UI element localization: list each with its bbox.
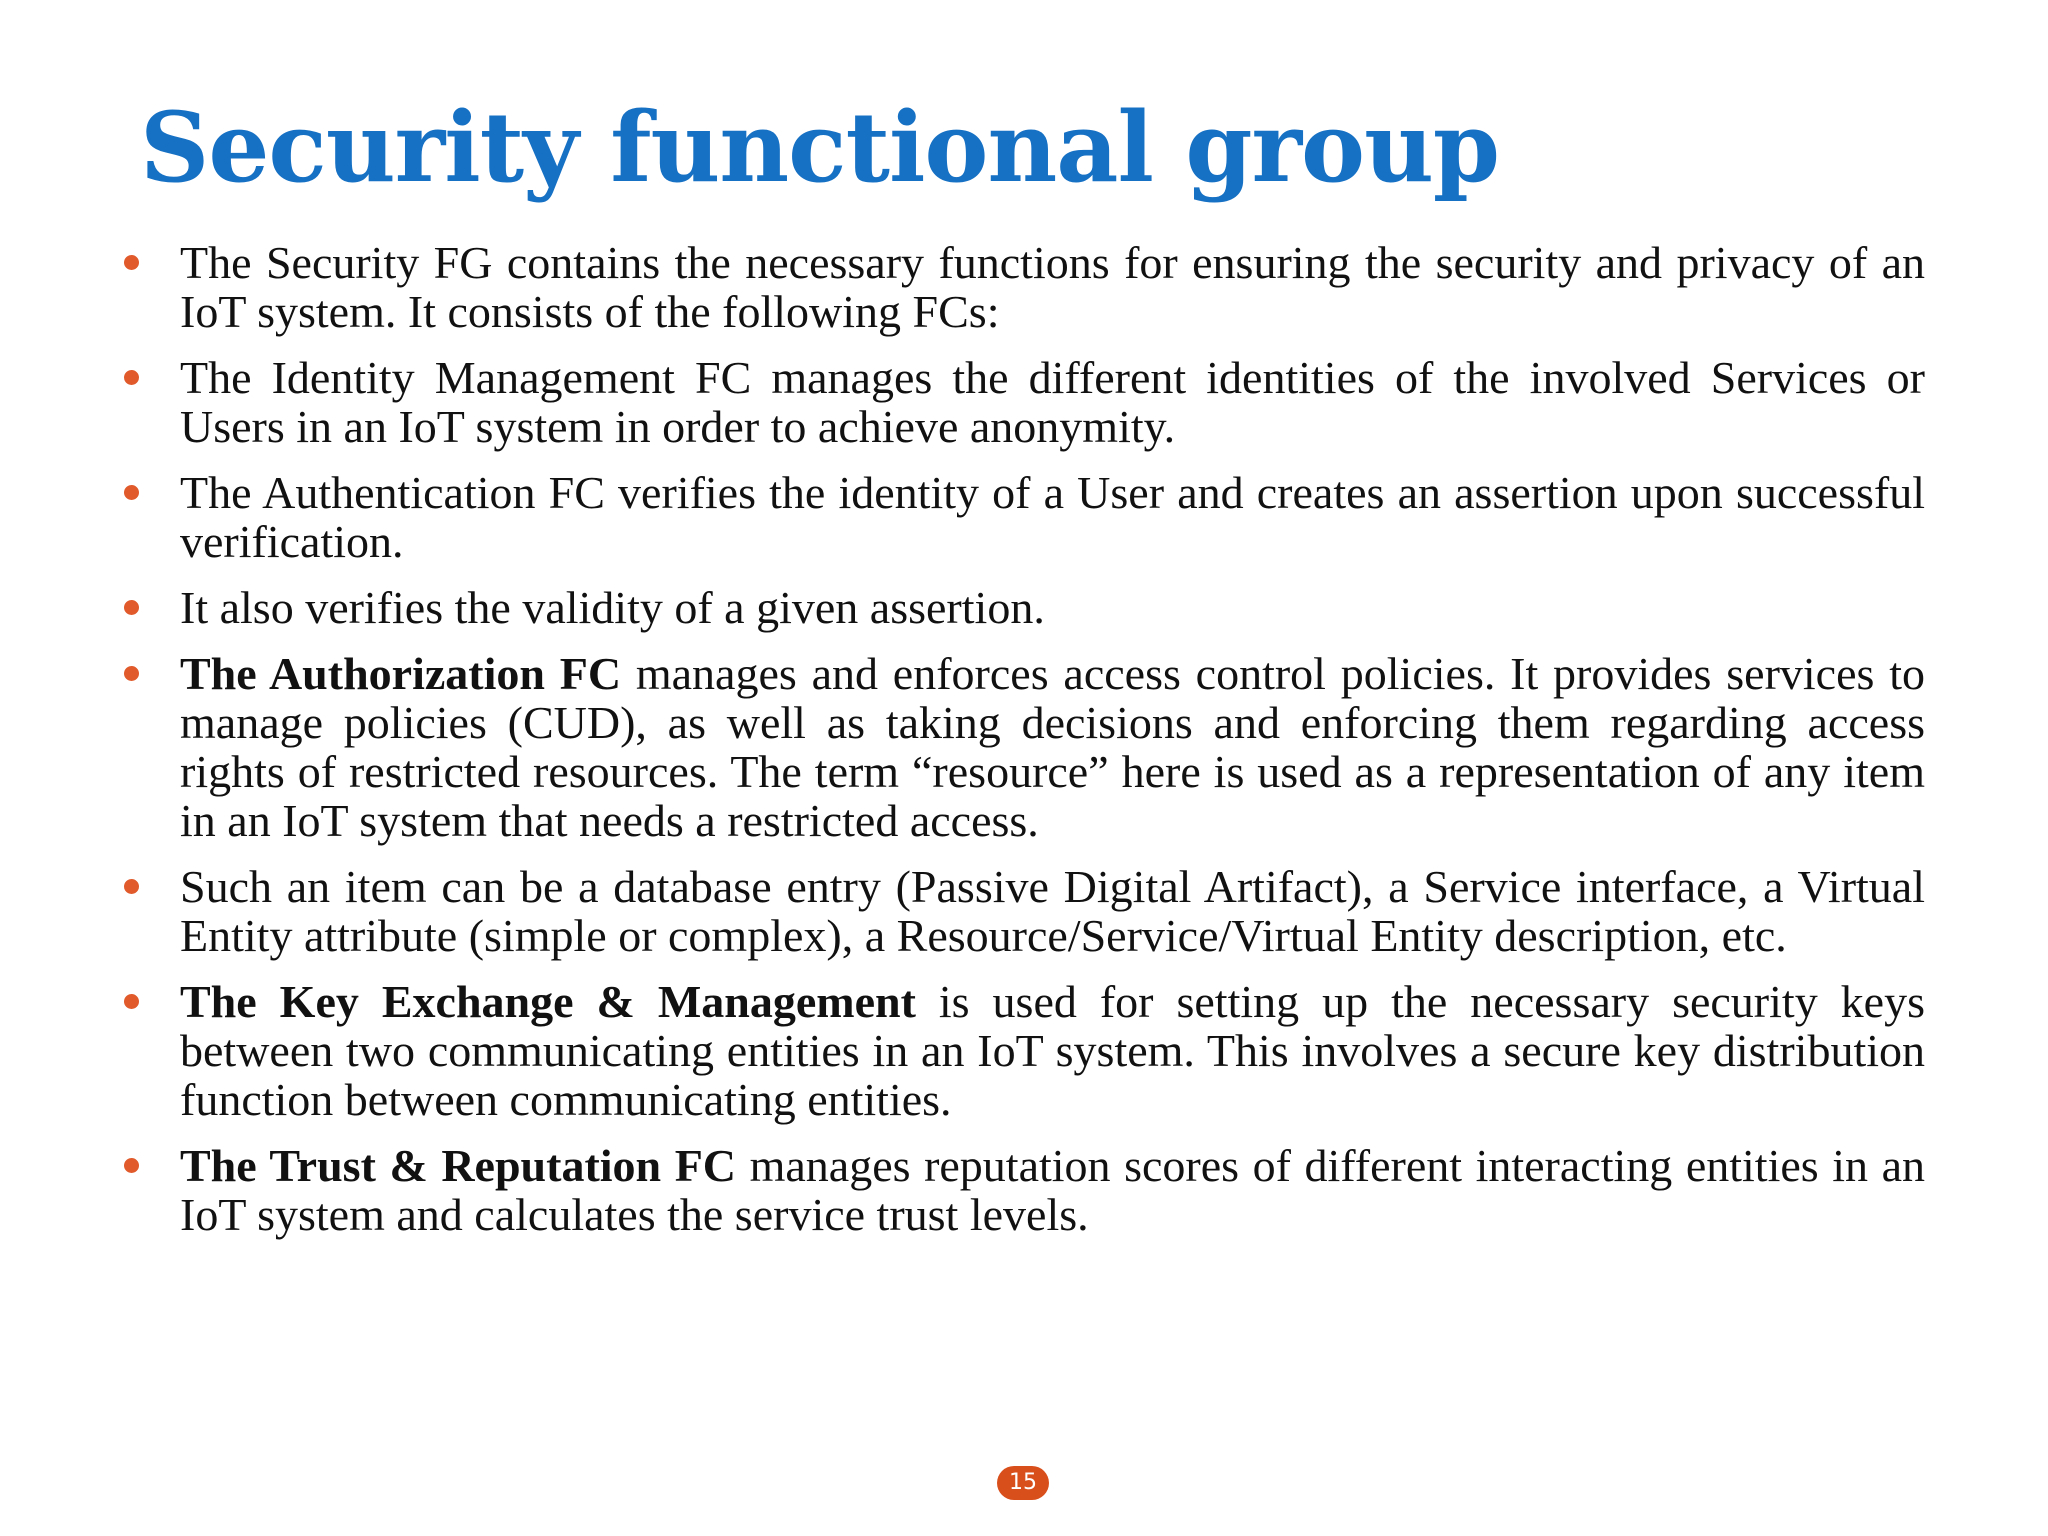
bullet-item [180,1141,1925,1239]
bullet-item [180,862,1925,960]
bullet-item [180,238,1925,336]
bullet-dot-icon [124,879,139,894]
slide-title: Security functional group [140,91,1499,204]
bullet-dot-icon [124,255,139,270]
bullet-dot-icon [124,1158,139,1173]
bullet-dot-icon [124,666,139,681]
bullet-item [180,977,1925,1124]
bullet-item [180,353,1925,451]
bullet-bold-text: The Authorization FC [180,648,622,699]
bullet-text: The Security FG contains the necessary functions for ensuring the security and privacy of an IoT system. It consists of the following FCs: [180,237,1925,337]
bullet-text: The Authentication FC verifies the identity of a User and creates an assertion upon successful verification. [180,467,1925,567]
bullet-text: manages reputation scores of different interacting entities in an IoT system and calculates the service trust levels. [180,1140,1925,1240]
bullet-dot-icon [124,994,139,1009]
bullet-item [180,583,1925,632]
bullet-dot-icon [124,370,139,385]
bullet-text: manages and enforces access control policies. It provides services to manage policies (CUD), as well as taking decisions and enforcing them regarding access rights of restricted resources. The term “resource” here is used as a representation of any item in an IoT system that needs a restricted access. [180,648,1925,846]
bullet-bold-text: The Key Exchange & Management [180,976,916,1027]
bullet-bold-text: The Trust & Reputation FC [180,1140,737,1191]
page-number-badge: 15 [997,1466,1049,1500]
bullet-item [180,468,1925,566]
bullet-text: It also verifies the validity of a given assertion. [180,582,1045,633]
bullet-text: Such an item can be a database entry (Passive Digital Artifact), a Service interface, a Virtual Entity attribute (simple or complex), a Resource/Service/Virtual Entity description, etc. [180,861,1925,961]
bullet-item [180,649,1925,845]
bullet-list [180,238,1925,1256]
bullet-text: is used for setting up the necessary security keys between two communicating entities in an IoT system. This involves a secure key distribution function between communicating entities. [180,976,1925,1125]
bullet-dot-icon [124,485,139,500]
bullet-text: The Identity Management FC manages the different identities of the involved Services or Users in an IoT system in order to achieve anonymity. [180,352,1925,452]
bullet-dot-icon [124,600,139,615]
